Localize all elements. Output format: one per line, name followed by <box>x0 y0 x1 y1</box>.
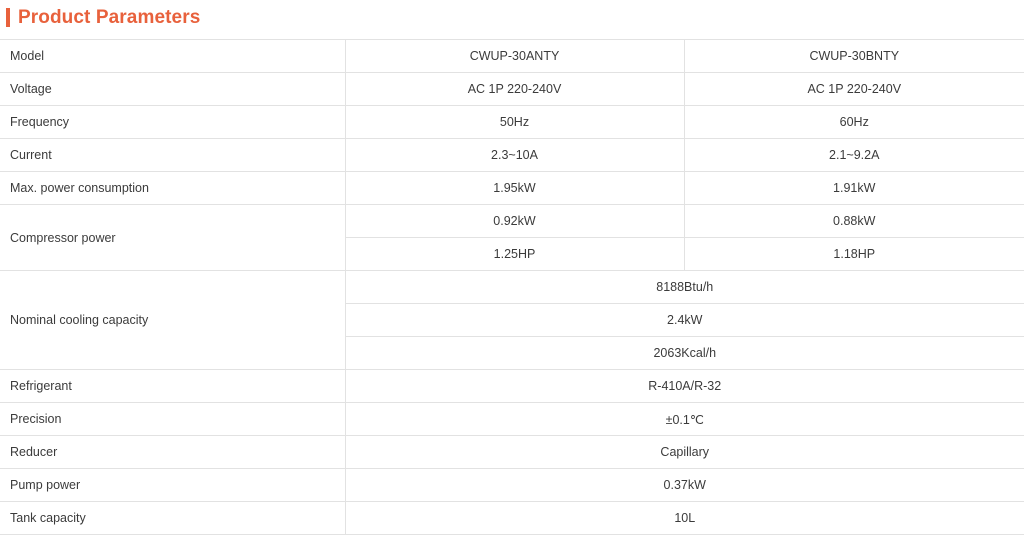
row-label: Compressor power <box>0 205 345 271</box>
page-title <box>0 0 1024 30</box>
page-title-text: Product Parameters <box>18 6 201 28</box>
row-label: Max. power consumption <box>0 172 345 205</box>
row-value-a: 0.92kW <box>345 205 684 238</box>
row-value-b: 0.88kW <box>684 205 1024 238</box>
table-row <box>0 40 1024 73</box>
row-label: Model <box>0 40 345 73</box>
row-value-b: AC 1P 220-240V <box>684 73 1024 106</box>
row-value-a: 50Hz <box>345 106 684 139</box>
table-row <box>0 172 1024 205</box>
row-label: Reducer <box>0 436 345 469</box>
row-value-b: 1.91kW <box>684 172 1024 205</box>
row-value-merged: 10L <box>345 502 1024 535</box>
row-label: Current <box>0 139 345 172</box>
row-label: Tank capacity <box>0 502 345 535</box>
table-row <box>0 436 1024 469</box>
row-label: Frequency <box>0 106 345 139</box>
row-value-a: CWUP-30ANTY <box>345 40 684 73</box>
row-label: Voltage <box>0 73 345 106</box>
row-value-a: 1.25HP <box>345 238 684 271</box>
table-row <box>0 469 1024 502</box>
row-value-a: AC 1P 220-240V <box>345 73 684 106</box>
title-accent-bar <box>6 8 10 27</box>
table-row <box>0 403 1024 436</box>
row-value-merged: 2063Kcal/h <box>345 337 1024 370</box>
table-row <box>0 73 1024 106</box>
row-value-b: 60Hz <box>684 106 1024 139</box>
row-label: Nominal cooling capacity <box>0 271 345 370</box>
table-row <box>0 139 1024 172</box>
row-value-a: 1.95kW <box>345 172 684 205</box>
table-row <box>0 271 1024 304</box>
row-value-a: 2.3~10A <box>345 139 684 172</box>
row-value-b: 2.1~9.2A <box>684 139 1024 172</box>
row-value-merged: 2.4kW <box>345 304 1024 337</box>
row-value-merged: ±0.1℃ <box>345 403 1024 436</box>
row-value-merged: 0.37kW <box>345 469 1024 502</box>
row-label: Precision <box>0 403 345 436</box>
specifications-table <box>0 39 1024 535</box>
table-row <box>0 106 1024 139</box>
table-row <box>0 370 1024 403</box>
row-label: Refrigerant <box>0 370 345 403</box>
row-value-b: 1.18HP <box>684 238 1024 271</box>
table-row <box>0 502 1024 535</box>
row-label: Pump power <box>0 469 345 502</box>
row-value-b: CWUP-30BNTY <box>684 40 1024 73</box>
table-row <box>0 205 1024 238</box>
row-value-merged: R-410A/R-32 <box>345 370 1024 403</box>
row-value-merged: 8188Btu/h <box>345 271 1024 304</box>
row-value-merged: Capillary <box>345 436 1024 469</box>
